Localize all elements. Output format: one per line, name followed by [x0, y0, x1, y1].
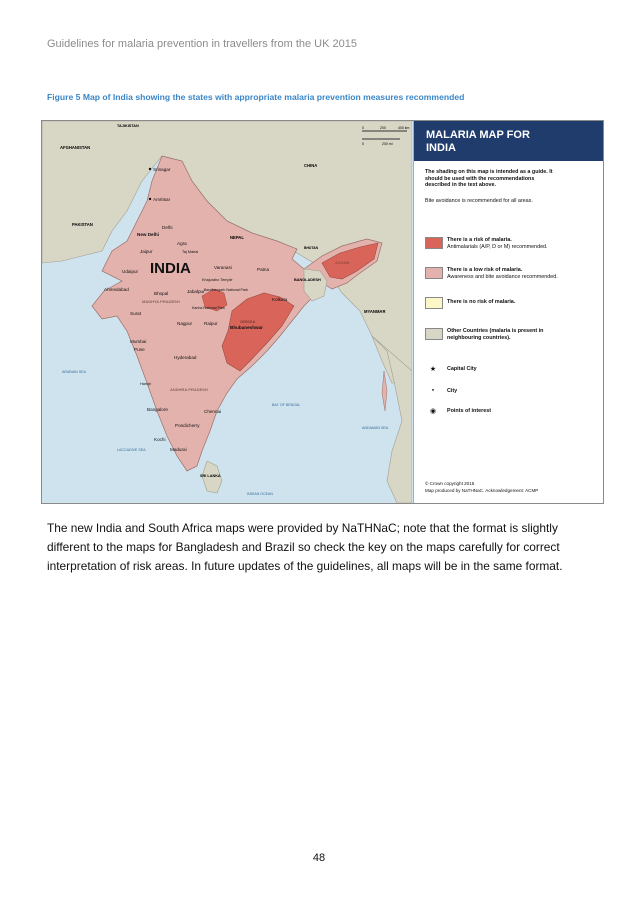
city-surat: Surat	[130, 311, 141, 316]
sea-laccadive: LACCADIVE SEA	[117, 448, 146, 452]
city-raipur: Raipur	[204, 321, 218, 326]
dot-icon: ●	[431, 387, 435, 392]
label-tajikistan: TAJIKISTAN	[117, 124, 139, 128]
city-nagpur: Nagpur	[177, 321, 193, 326]
label-sri-lanka: SRI LANKA	[200, 474, 221, 478]
sea-arabian: ARABIAN SEA	[62, 370, 86, 374]
swatch-low-risk	[425, 267, 443, 279]
svg-text:400 km: 400 km	[398, 126, 410, 130]
city-srinagar: Srinagar	[153, 167, 171, 172]
city-pondicherry: Pondicherry	[175, 423, 200, 428]
city-new-delhi: New Delhi	[137, 232, 159, 237]
city-pune: Pune	[134, 347, 145, 352]
legend-credit: © Crown copyright 2015 Map produced by NaTHNaC. Acknowledgement: ACMP	[425, 481, 539, 493]
region-assam: ASSAM	[335, 260, 350, 265]
star-icon: ★	[429, 366, 437, 373]
label-pakistan: PAKISTAN	[72, 222, 93, 227]
label-nepal: NEPAL	[230, 235, 244, 240]
region-orissa: ORISSA	[240, 319, 256, 324]
label-afghanistan: AFGHANISTAN	[60, 145, 91, 150]
swatch-risk	[425, 237, 443, 249]
city-hyderabad: Hyderabad	[174, 355, 197, 360]
sea-indian-ocean: INDIAN OCEAN	[247, 492, 273, 496]
city-chennai: Chennai	[204, 409, 222, 414]
legend-item-no-risk: There is no risk of malaria.	[447, 299, 516, 305]
city-khajuraho: Khajuraho Temple	[202, 278, 233, 282]
city-hampi: Hampi	[140, 382, 151, 386]
figure-caption: Figure 5 Map of India showing the states with appropriate malaria prevention measures recommended	[47, 92, 465, 102]
city-madurai: Madurai	[170, 447, 187, 452]
svg-text:0: 0	[362, 142, 364, 146]
city-delhi: Delhi	[162, 225, 173, 230]
legend-item-other-countries: Other Countries (malaria is present in neighbouring countries).	[447, 328, 544, 341]
legend-title: MALARIA MAP FOR INDIA	[414, 121, 604, 161]
city-bandhavgarh: Bandhavgarh National Park	[204, 288, 248, 292]
page-number: 48	[312, 852, 326, 864]
body-paragraph: The new India and South Africa maps were provided by NaTHNaC; note that the format is slightly different to the maps for Bangladesh and Brazil so check the key on the maps carefully for correct interpretation of risk areas. In future updates of the guidelines, all maps will be in the same format.	[47, 521, 563, 573]
legend-item-low-risk: There is a low risk of malaria. Awareness and bite avoidance recommended.	[447, 267, 558, 280]
legend-points-of-interest: Points of interest	[447, 408, 492, 414]
sea-andaman: ANDAMAN SEA	[362, 426, 389, 430]
city-kanha: Kanha National Park	[192, 306, 225, 310]
label-myanmar: MYANMAR	[364, 309, 386, 314]
running-header: Guidelines for malaria prevention in travellers from the UK 2015	[47, 38, 357, 50]
swatch-no-risk	[425, 297, 443, 309]
city-agra: Agra	[177, 241, 187, 246]
city-mumbai: Mumbai	[130, 339, 147, 344]
india-map	[42, 121, 412, 503]
sea-bay-of-bengal: BAY OF BENGAL	[272, 403, 301, 407]
city-ahmedabad: Ahmedabad	[104, 287, 129, 292]
region-andhra-pradesh: ANDHRA PRADESH	[170, 387, 208, 392]
city-amritsar: Amritsar	[153, 197, 171, 202]
map-legend	[413, 121, 604, 503]
point-of-interest-icon: ◉	[429, 408, 437, 415]
city-taj-mahal: Taj Mahal	[182, 250, 199, 254]
svg-text:200: 200	[380, 126, 386, 130]
city-patna: Patna	[257, 267, 270, 272]
legend-item-risk: There is a risk of malaria. Antimalarials (A/P, D or M) recommended.	[447, 237, 548, 250]
region-madhya-pradesh: MADHYA PRADESH	[142, 299, 180, 304]
svg-text:0: 0	[362, 126, 364, 130]
city-varanasi: Varanasi	[214, 265, 232, 270]
label-bhutan: BHUTAN	[304, 246, 319, 250]
malaria-map-figure	[41, 120, 604, 504]
city-udaipur: Udaipur	[122, 269, 139, 274]
city-bhopal: Bhopal	[154, 291, 169, 296]
swatch-other-countries	[425, 328, 443, 340]
legend-capital-city: Capital City	[447, 366, 477, 372]
legend-intro: The shading on this map is intended as a guide. It should be used with the recommendations described in the text above.	[425, 169, 553, 189]
legend-bite-note: Bite avoidance is recommended for all areas.	[425, 198, 533, 204]
city-bhubaneshwar: Bhubaneshwar	[230, 325, 263, 330]
label-bangladesh: BANGLADESH	[294, 278, 321, 282]
label-china: CHINA	[304, 163, 318, 168]
city-kochi: Kochi	[154, 437, 166, 442]
legend-city: City	[447, 388, 458, 394]
city-kolkata: Kolkata	[272, 297, 288, 302]
city-jaipur: Jaipur	[140, 249, 153, 254]
svg-text:200 mi: 200 mi	[382, 142, 393, 146]
city-jabalpur: Jabalpur	[187, 289, 205, 294]
city-bangalore: Bangalore	[147, 407, 168, 412]
label-india: INDIA	[150, 260, 191, 277]
